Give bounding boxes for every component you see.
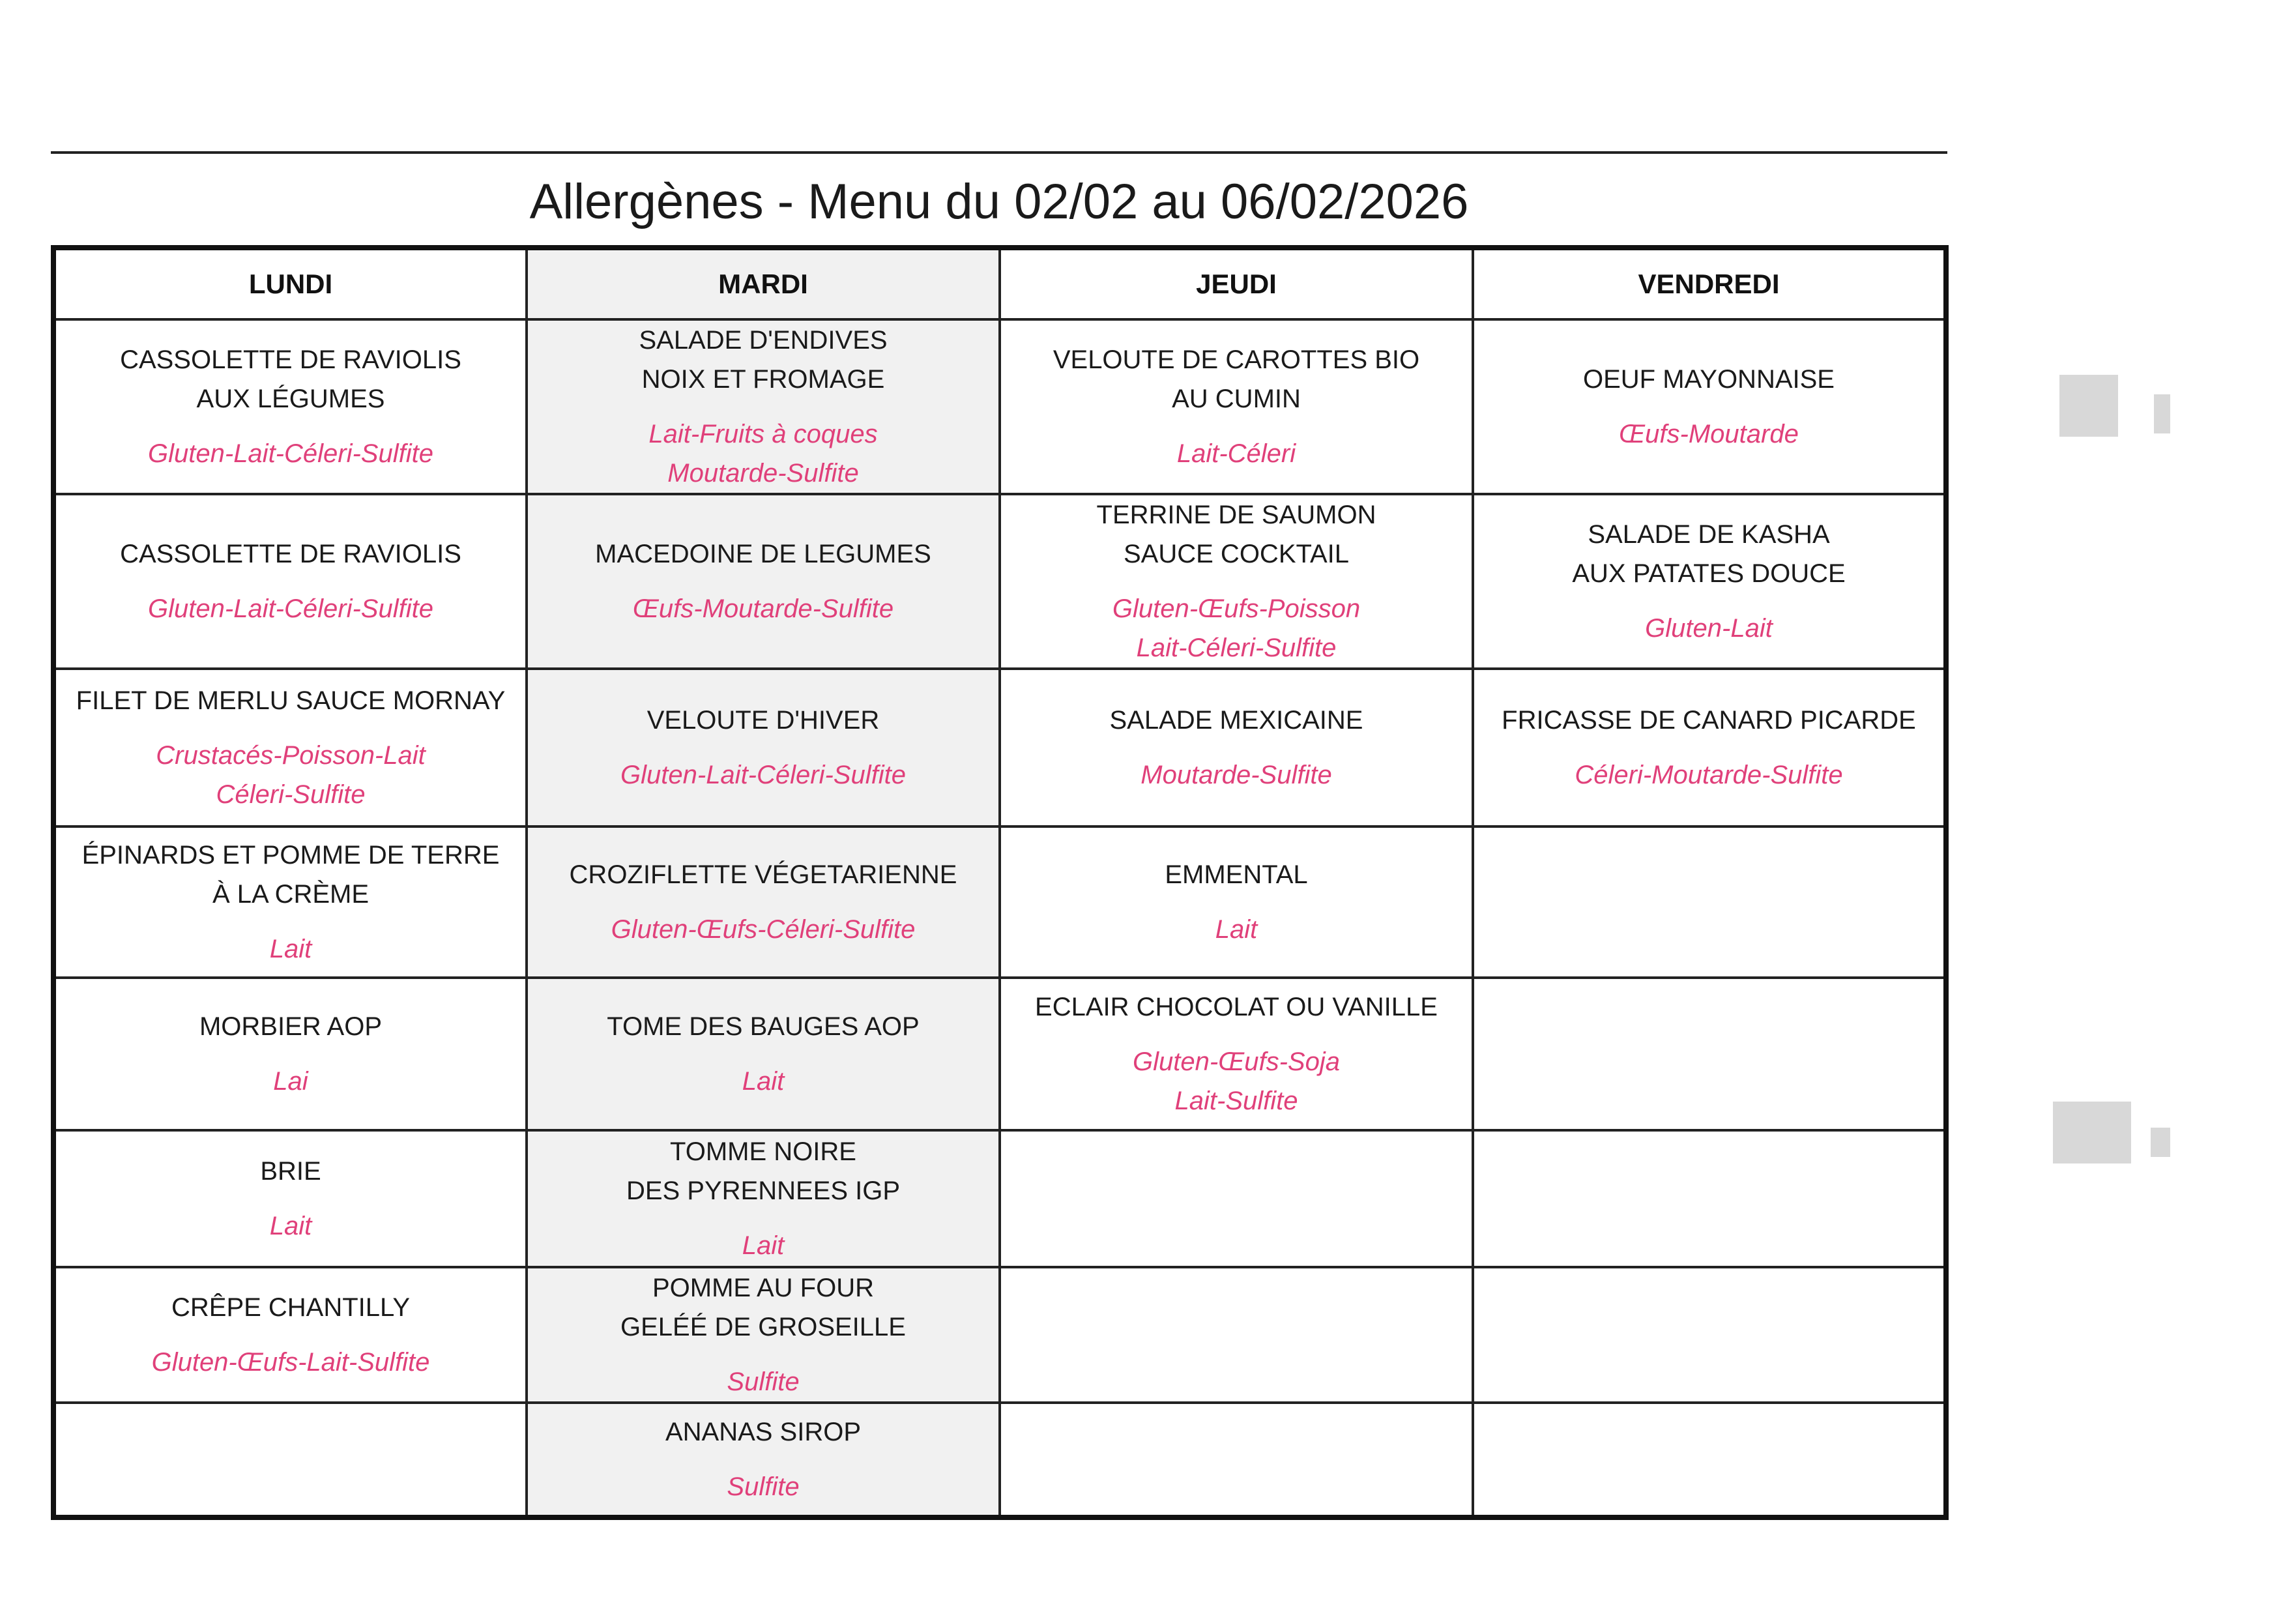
menu-cell-vendredi	[1473, 1403, 1946, 1517]
dish-name: ECLAIR CHOCOLAT OU VANILLE	[1035, 993, 1438, 1021]
menu-cell-lundi	[53, 978, 527, 1130]
table-row	[53, 978, 1946, 1130]
dish-name: FILET DE MERLU SAUCE MORNAY	[76, 686, 506, 715]
allergen-list: Crustacés-Poisson-Lait Céleri-Sulfite	[156, 741, 426, 809]
table-row	[53, 669, 1946, 826]
menu-cell-jeudi	[1000, 826, 1473, 978]
menu-cell-lundi	[53, 1403, 527, 1517]
table-row	[53, 1267, 1946, 1403]
page-title: Allergènes - Menu du 02/02 au 06/02/2026	[529, 174, 1469, 229]
dish-name: TOME DES BAUGES AOP	[607, 1012, 920, 1041]
menu-cell-mardi	[527, 1403, 1000, 1517]
allergen-list: Œufs-Moutarde	[1619, 420, 1799, 448]
dish-name: CRÊPE CHANTILLY	[171, 1293, 410, 1322]
menu-cell-jeudi	[1000, 978, 1473, 1130]
dish-name: MACEDOINE DE LEGUMES	[595, 540, 931, 568]
dish-name: ÉPINARDS ET POMME DE TERRE À LA CRÈME	[81, 841, 500, 909]
table-row	[53, 1130, 1946, 1267]
menu-cell-lundi	[53, 494, 527, 669]
menu-cell-jeudi	[1000, 494, 1473, 669]
dish-name: OEUF MAYONNAISE	[1583, 365, 1835, 394]
allergen-list: Lait	[1215, 915, 1258, 944]
menu-cell-vendredi	[1473, 978, 1946, 1130]
allergen-list: Gluten-Lait-Céleri-Sulfite	[620, 761, 906, 789]
scan-artifact	[2154, 394, 2170, 433]
allergen-list: Gluten-Lait-Céleri-Sulfite	[148, 594, 433, 623]
menu-cell-vendredi	[1473, 319, 1946, 494]
dish-name: BRIE	[260, 1157, 321, 1186]
menu-cell-lundi	[53, 1130, 527, 1267]
allergen-list: Sulfite	[727, 1367, 800, 1396]
allergen-list: Lait	[742, 1231, 785, 1260]
menu-cell-mardi	[527, 319, 1000, 494]
column-header-lundi: LUNDI	[53, 248, 527, 319]
allergen-list: Gluten-Œufs-Soja Lait-Sulfite	[1133, 1047, 1340, 1115]
dish-name: EMMENTAL	[1165, 860, 1308, 889]
menu-cell-jeudi	[1000, 669, 1473, 826]
allergen-list: Gluten-Lait-Céleri-Sulfite	[148, 439, 433, 468]
menu-cell-vendredi	[1473, 494, 1946, 669]
menu-cell-lundi	[53, 826, 527, 978]
menu-cell-mardi	[527, 669, 1000, 826]
dish-name: SALADE D'ENDIVES NOIX ET FROMAGE	[639, 326, 888, 394]
allergen-list: Gluten-Œufs-Céleri-Sulfite	[611, 915, 916, 944]
dish-name: ANANAS SIROP	[665, 1418, 862, 1446]
dish-name: SALADE DE KASHA AUX PATATES DOUCE	[1572, 520, 1846, 588]
dish-name: MORBIER AOP	[199, 1012, 383, 1041]
dish-name: TERRINE DE SAUMON SAUCE COCKTAIL	[1096, 501, 1376, 568]
menu-cell-vendredi	[1473, 1267, 1946, 1403]
dish-name: CROZIFLETTE VÉGETARIENNE	[569, 860, 957, 889]
menu-cell-mardi	[527, 1130, 1000, 1267]
allergen-list: Lait	[269, 935, 312, 963]
allergen-list: Sulfite	[727, 1472, 800, 1501]
allergen-list: Œufs-Moutarde-Sulfite	[632, 594, 894, 623]
allergen-menu-table	[51, 245, 1949, 1520]
allergen-list: Lait-Fruits à coques Moutarde-Sulfite	[648, 420, 878, 488]
dish-name: SALADE MEXICAINE	[1109, 706, 1363, 735]
allergen-list: Lait	[742, 1067, 785, 1096]
menu-cell-jeudi	[1000, 1130, 1473, 1267]
dish-name: VELOUTE DE CAROTTES BIO AU CUMIN	[1053, 345, 1420, 413]
menu-cell-mardi	[527, 1267, 1000, 1403]
menu-cell-mardi	[527, 978, 1000, 1130]
column-header-jeudi: JEUDI	[1000, 248, 1473, 319]
allergen-list: Gluten-Œufs-Lait-Sulfite	[151, 1348, 430, 1377]
table-row	[53, 494, 1946, 669]
dish-name: VELOUTE D'HIVER	[647, 706, 880, 735]
dish-name: FRICASSE DE CANARD PICARDE	[1502, 706, 1916, 735]
scan-artifact	[2053, 1102, 2131, 1163]
table-row	[53, 319, 1946, 494]
dish-name: TOMME NOIRE DES PYRENNEES IGP	[626, 1137, 901, 1205]
allergen-list: Gluten-Œufs-Poisson Lait-Céleri-Sulfite	[1112, 594, 1361, 662]
menu-cell-lundi	[53, 1267, 527, 1403]
table-row	[53, 826, 1946, 978]
dish-name: CASSOLETTE DE RAVIOLIS	[120, 540, 461, 568]
dish-name: CASSOLETTE DE RAVIOLIS AUX LÉGUMES	[120, 345, 461, 413]
menu-cell-vendredi	[1473, 826, 1946, 978]
dish-name: POMME AU FOUR GELÉÉ DE GROSEILLE	[620, 1274, 906, 1341]
top-rule	[51, 151, 1947, 154]
column-header-mardi: MARDI	[527, 248, 1000, 319]
scan-artifact	[2059, 375, 2118, 437]
menu-cell-vendredi	[1473, 669, 1946, 826]
allergen-list: Céleri-Moutarde-Sulfite	[1575, 761, 1843, 789]
menu-cell-mardi	[527, 826, 1000, 978]
menu-cell-jeudi	[1000, 1403, 1473, 1517]
header-row	[53, 248, 1946, 319]
allergen-list: Moutarde-Sulfite	[1141, 761, 1332, 789]
menu-cell-lundi	[53, 669, 527, 826]
allergen-list: Lait-Céleri	[1176, 439, 1296, 468]
allergen-list: Gluten-Lait	[1645, 614, 1773, 643]
column-header-vendredi: VENDREDI	[1473, 248, 1946, 319]
scan-artifact	[2151, 1128, 2170, 1157]
allergen-list: Lai	[273, 1067, 308, 1096]
menu-cell-jeudi	[1000, 1267, 1473, 1403]
table-row	[53, 1403, 1946, 1517]
menu-cell-lundi	[53, 319, 527, 494]
menu-cell-mardi	[527, 494, 1000, 669]
allergen-list: Lait	[269, 1212, 312, 1240]
menu-cell-jeudi	[1000, 319, 1473, 494]
menu-cell-vendredi	[1473, 1130, 1946, 1267]
